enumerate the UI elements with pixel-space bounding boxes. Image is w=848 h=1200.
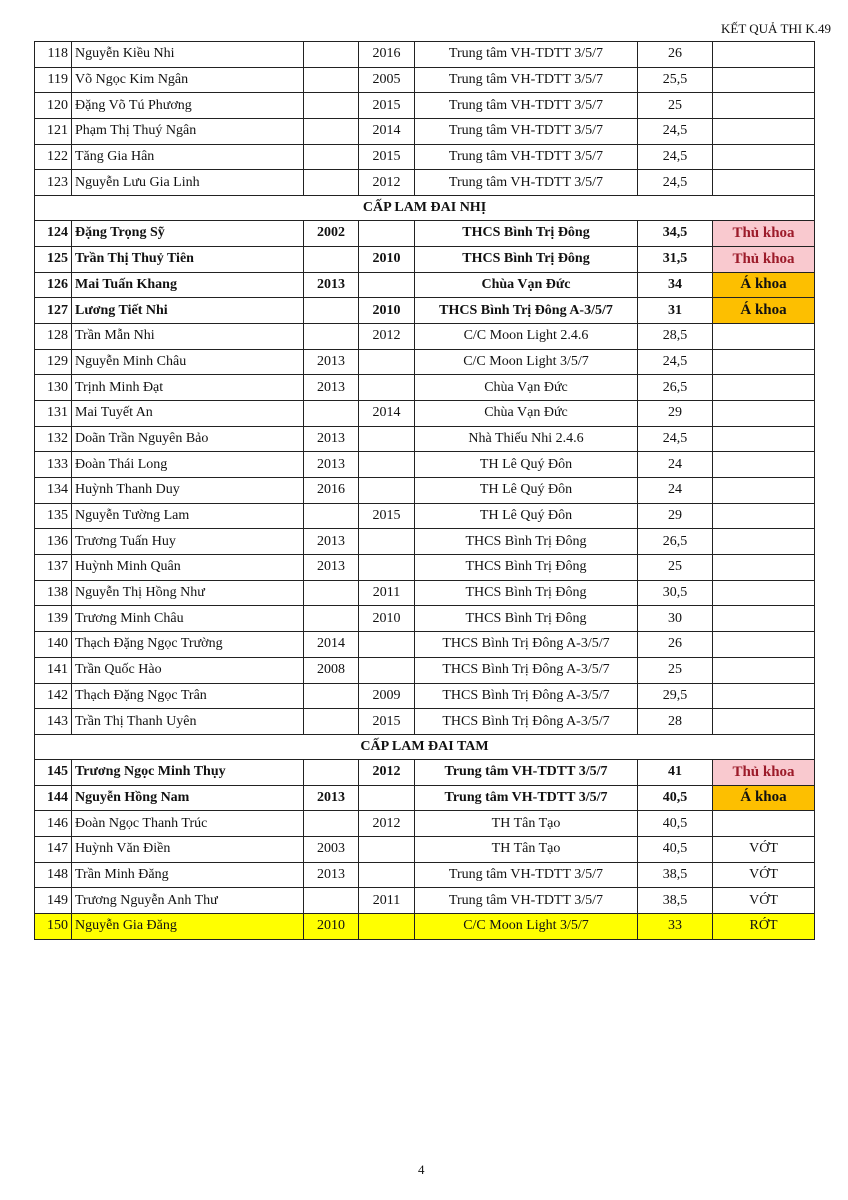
table-row [35,426,815,452]
score: 25 [638,555,713,581]
birth-year-female: 2011 [359,888,415,914]
birth-year-female [359,914,415,940]
birth-year-male: 2013 [304,349,359,375]
unit-name: Trung tâm VH-TDTT 3/5/7 [415,67,638,93]
table-row [35,657,815,683]
table-row [35,221,815,247]
unit-name: THCS Bình Trị Đông [415,580,638,606]
row-number: 121 [35,119,72,145]
score: 26 [638,42,713,68]
score: 28,5 [638,323,713,349]
row-number: 130 [35,375,72,401]
birth-year-female: 2016 [359,42,415,68]
birth-year-female: 2012 [359,323,415,349]
score: 30 [638,606,713,632]
student-name: Trương Tuấn Huy [72,529,304,555]
unit-name: Trung tâm VH-TDTT 3/5/7 [415,170,638,196]
results-table [34,41,815,940]
row-number: 142 [35,683,72,709]
score: 29 [638,400,713,426]
result: VỚT [713,888,815,914]
score: 25 [638,657,713,683]
student-name: Thạch Đặng Ngọc Trân [72,683,304,709]
unit-name: Trung tâm VH-TDTT 3/5/7 [415,144,638,170]
row-number: 118 [35,42,72,68]
birth-year-female: 2015 [359,503,415,529]
result [713,349,815,375]
result [713,606,815,632]
result [713,170,815,196]
table-row [35,709,815,735]
row-number: 119 [35,67,72,93]
table-row [35,349,815,375]
result [713,42,815,68]
birth-year-female [359,657,415,683]
student-name: Lương Tiết Nhi [72,298,304,324]
row-number: 127 [35,298,72,324]
unit-name: Trung tâm VH-TDTT 3/5/7 [415,759,638,785]
birth-year-female [359,375,415,401]
student-name: Trần Quốc Hào [72,657,304,683]
unit-name: TH Lê Quý Đôn [415,452,638,478]
unit-name: C/C Moon Light 3/5/7 [415,914,638,940]
result [713,478,815,504]
table-row [35,478,815,504]
row-number: 124 [35,221,72,247]
table-row [35,246,815,272]
result [713,529,815,555]
unit-name: TH Lê Quý Đôn [415,478,638,504]
birth-year-female: 2015 [359,709,415,735]
result [713,580,815,606]
table-row [35,93,815,119]
student-name: Trần Mẫn Nhi [72,323,304,349]
student-name: Thạch Đặng Ngọc Trường [72,632,304,658]
unit-name: THCS Bình Trị Đông A-3/5/7 [415,657,638,683]
result [713,657,815,683]
student-name: Huỳnh Thanh Duy [72,478,304,504]
table-row [35,119,815,145]
result: Á khoa [713,785,815,811]
birth-year-male: 2008 [304,657,359,683]
birth-year-female: 2010 [359,606,415,632]
result [713,683,815,709]
score: 26 [638,632,713,658]
row-number: 123 [35,170,72,196]
score: 26,5 [638,375,713,401]
table-row [35,298,815,324]
section-title: CẤP LAM ĐAI TAM [35,734,815,759]
birth-year-female: 2012 [359,170,415,196]
birth-year-female: 2011 [359,580,415,606]
row-number: 131 [35,400,72,426]
table-row [35,144,815,170]
table-row [35,888,815,914]
unit-name: Trung tâm VH-TDTT 3/5/7 [415,119,638,145]
result [713,503,815,529]
birth-year-male [304,888,359,914]
row-number: 140 [35,632,72,658]
score: 30,5 [638,580,713,606]
row-number: 146 [35,811,72,837]
unit-name: THCS Bình Trị Đông A-3/5/7 [415,683,638,709]
result: Á khoa [713,272,815,298]
birth-year-female [359,349,415,375]
score: 24,5 [638,349,713,375]
score: 24,5 [638,426,713,452]
student-name: Huỳnh Minh Quân [72,555,304,581]
score: 26,5 [638,529,713,555]
birth-year-male [304,811,359,837]
table-row [35,452,815,478]
table-row [35,42,815,68]
birth-year-male [304,503,359,529]
birth-year-female [359,632,415,658]
table-row [35,785,815,811]
birth-year-male [304,323,359,349]
score: 38,5 [638,888,713,914]
student-name: Đặng Trọng Sỹ [72,221,304,247]
birth-year-female [359,862,415,888]
birth-year-male [304,759,359,785]
student-name: Đoàn Ngọc Thanh Trúc [72,811,304,837]
unit-name: C/C Moon Light 3/5/7 [415,349,638,375]
unit-name: Chùa Vạn Đức [415,272,638,298]
score: 28 [638,709,713,735]
row-number: 135 [35,503,72,529]
row-number: 137 [35,555,72,581]
result: VỚT [713,862,815,888]
birth-year-female: 2010 [359,298,415,324]
birth-year-female [359,221,415,247]
table-row [35,323,815,349]
birth-year-male: 2013 [304,452,359,478]
row-number: 133 [35,452,72,478]
student-name: Trương Minh Châu [72,606,304,632]
birth-year-female: 2014 [359,119,415,145]
birth-year-male: 2003 [304,836,359,862]
score: 34,5 [638,221,713,247]
result [713,709,815,735]
row-number: 134 [35,478,72,504]
result: VỚT [713,836,815,862]
score: 25 [638,93,713,119]
student-name: Nguyễn Gia Đăng [72,914,304,940]
birth-year-male: 2013 [304,785,359,811]
row-number: 145 [35,759,72,785]
table-row [35,914,815,940]
birth-year-female: 2012 [359,759,415,785]
birth-year-male: 2013 [304,272,359,298]
row-number: 141 [35,657,72,683]
unit-name: Nhà Thiếu Nhi 2.4.6 [415,426,638,452]
table-row [35,632,815,658]
birth-year-female [359,529,415,555]
score: 40,5 [638,836,713,862]
birth-year-male: 2016 [304,478,359,504]
birth-year-female: 2015 [359,93,415,119]
birth-year-male [304,42,359,68]
score: 33 [638,914,713,940]
student-name: Doãn Trần Nguyên Bảo [72,426,304,452]
score: 29,5 [638,683,713,709]
table-row [35,580,815,606]
student-name: Tăng Gia Hân [72,144,304,170]
result [713,632,815,658]
unit-name: Trung tâm VH-TDTT 3/5/7 [415,93,638,119]
row-number: 139 [35,606,72,632]
birth-year-male: 2013 [304,862,359,888]
student-name: Nguyễn Hồng Nam [72,785,304,811]
student-name: Mai Tuyết An [72,400,304,426]
table-row [35,862,815,888]
student-name: Trần Thị Thuỷ Tiên [72,246,304,272]
table-row [35,606,815,632]
birth-year-male [304,144,359,170]
score: 38,5 [638,862,713,888]
result [713,144,815,170]
result [713,555,815,581]
student-name: Mai Tuấn Khang [72,272,304,298]
score: 29 [638,503,713,529]
row-number: 143 [35,709,72,735]
document-header: KẾT QUẢ THI K.49 [720,21,831,36]
unit-name: Trung tâm VH-TDTT 3/5/7 [415,862,638,888]
unit-name: C/C Moon Light 2.4.6 [415,323,638,349]
birth-year-female [359,836,415,862]
table-row [35,555,815,581]
result: Thủ khoa [713,759,815,785]
unit-name: Trung tâm VH-TDTT 3/5/7 [415,42,638,68]
student-name: Nguyễn Minh Châu [72,349,304,375]
birth-year-male [304,170,359,196]
result [713,811,815,837]
unit-name: THCS Bình Trị Đông [415,221,638,247]
birth-year-male [304,606,359,632]
result [713,452,815,478]
birth-year-male: 2010 [304,914,359,940]
student-name: Trần Minh Đăng [72,862,304,888]
table-row [35,67,815,93]
student-name: Trương Nguyễn Anh Thư [72,888,304,914]
table-row [35,272,815,298]
student-name: Trần Thị Thanh Uyên [72,709,304,735]
row-number: 144 [35,785,72,811]
birth-year-male [304,683,359,709]
page-number: 4 [418,1162,425,1177]
section-title: CẤP LAM ĐAI NHỊ [35,196,815,221]
birth-year-female [359,272,415,298]
birth-year-female [359,426,415,452]
result [713,400,815,426]
result [713,93,815,119]
unit-name: TH Tân Tạo [415,836,638,862]
student-name: Nguyễn Thị Hồng Như [72,580,304,606]
result: Thủ khoa [713,221,815,247]
row-number: 128 [35,323,72,349]
score: 24,5 [638,119,713,145]
score: 24 [638,478,713,504]
table-row [35,811,815,837]
birth-year-male: 2013 [304,555,359,581]
table-row [35,759,815,785]
score: 25,5 [638,67,713,93]
table-row [35,503,815,529]
score: 24,5 [638,144,713,170]
score: 24 [638,452,713,478]
result: Thủ khoa [713,246,815,272]
birth-year-male: 2013 [304,426,359,452]
unit-name: Chùa Vạn Đức [415,400,638,426]
table-row [35,529,815,555]
unit-name: Trung tâm VH-TDTT 3/5/7 [415,785,638,811]
section-header [35,734,815,759]
section-header [35,196,815,221]
unit-name: TH Lê Quý Đôn [415,503,638,529]
student-name: Huỳnh Văn Điền [72,836,304,862]
row-number: 129 [35,349,72,375]
row-number: 126 [35,272,72,298]
row-number: 138 [35,580,72,606]
birth-year-male: 2002 [304,221,359,247]
score: 31 [638,298,713,324]
student-name: Trương Ngọc Minh Thụy [72,759,304,785]
unit-name: THCS Bình Trị Đông A-3/5/7 [415,298,638,324]
row-number: 148 [35,862,72,888]
result: RỚT [713,914,815,940]
birth-year-female: 2012 [359,811,415,837]
unit-name: Chùa Vạn Đức [415,375,638,401]
row-number: 132 [35,426,72,452]
row-number: 149 [35,888,72,914]
birth-year-male [304,580,359,606]
result [713,375,815,401]
result [713,67,815,93]
score: 40,5 [638,785,713,811]
student-name: Đoàn Thái Long [72,452,304,478]
birth-year-female [359,785,415,811]
student-name: Nguyễn Tường Lam [72,503,304,529]
row-number: 150 [35,914,72,940]
birth-year-male: 2013 [304,529,359,555]
row-number: 122 [35,144,72,170]
student-name: Trịnh Minh Đạt [72,375,304,401]
result: Á khoa [713,298,815,324]
birth-year-female [359,555,415,581]
birth-year-male [304,246,359,272]
result [713,119,815,145]
table-row [35,170,815,196]
unit-name: THCS Bình Trị Đông [415,606,638,632]
table-row [35,375,815,401]
birth-year-male [304,119,359,145]
birth-year-male: 2014 [304,632,359,658]
student-name: Phạm Thị Thuý Ngân [72,119,304,145]
birth-year-female: 2010 [359,246,415,272]
table-row [35,400,815,426]
table-row [35,683,815,709]
unit-name: TH Tân Tạo [415,811,638,837]
birth-year-female: 2009 [359,683,415,709]
birth-year-male: 2013 [304,375,359,401]
birth-year-male [304,709,359,735]
unit-name: THCS Bình Trị Đông [415,246,638,272]
birth-year-female [359,452,415,478]
row-number: 136 [35,529,72,555]
birth-year-female: 2005 [359,67,415,93]
birth-year-male [304,67,359,93]
student-name: Nguyễn Lưu Gia Linh [72,170,304,196]
birth-year-male [304,93,359,119]
birth-year-female: 2014 [359,400,415,426]
table-row [35,836,815,862]
result [713,426,815,452]
student-name: Nguyễn Kiều Nhi [72,42,304,68]
birth-year-female: 2015 [359,144,415,170]
row-number: 125 [35,246,72,272]
row-number: 147 [35,836,72,862]
unit-name: THCS Bình Trị Đông A-3/5/7 [415,709,638,735]
score: 24,5 [638,170,713,196]
result [713,323,815,349]
unit-name: Trung tâm VH-TDTT 3/5/7 [415,888,638,914]
unit-name: THCS Bình Trị Đông [415,555,638,581]
unit-name: THCS Bình Trị Đông A-3/5/7 [415,632,638,658]
row-number: 120 [35,93,72,119]
birth-year-male [304,400,359,426]
birth-year-male [304,298,359,324]
score: 31,5 [638,246,713,272]
birth-year-female [359,478,415,504]
score: 34 [638,272,713,298]
score: 41 [638,759,713,785]
student-name: Võ Ngọc Kim Ngân [72,67,304,93]
unit-name: THCS Bình Trị Đông [415,529,638,555]
student-name: Đặng Võ Tú Phương [72,93,304,119]
score: 40,5 [638,811,713,837]
